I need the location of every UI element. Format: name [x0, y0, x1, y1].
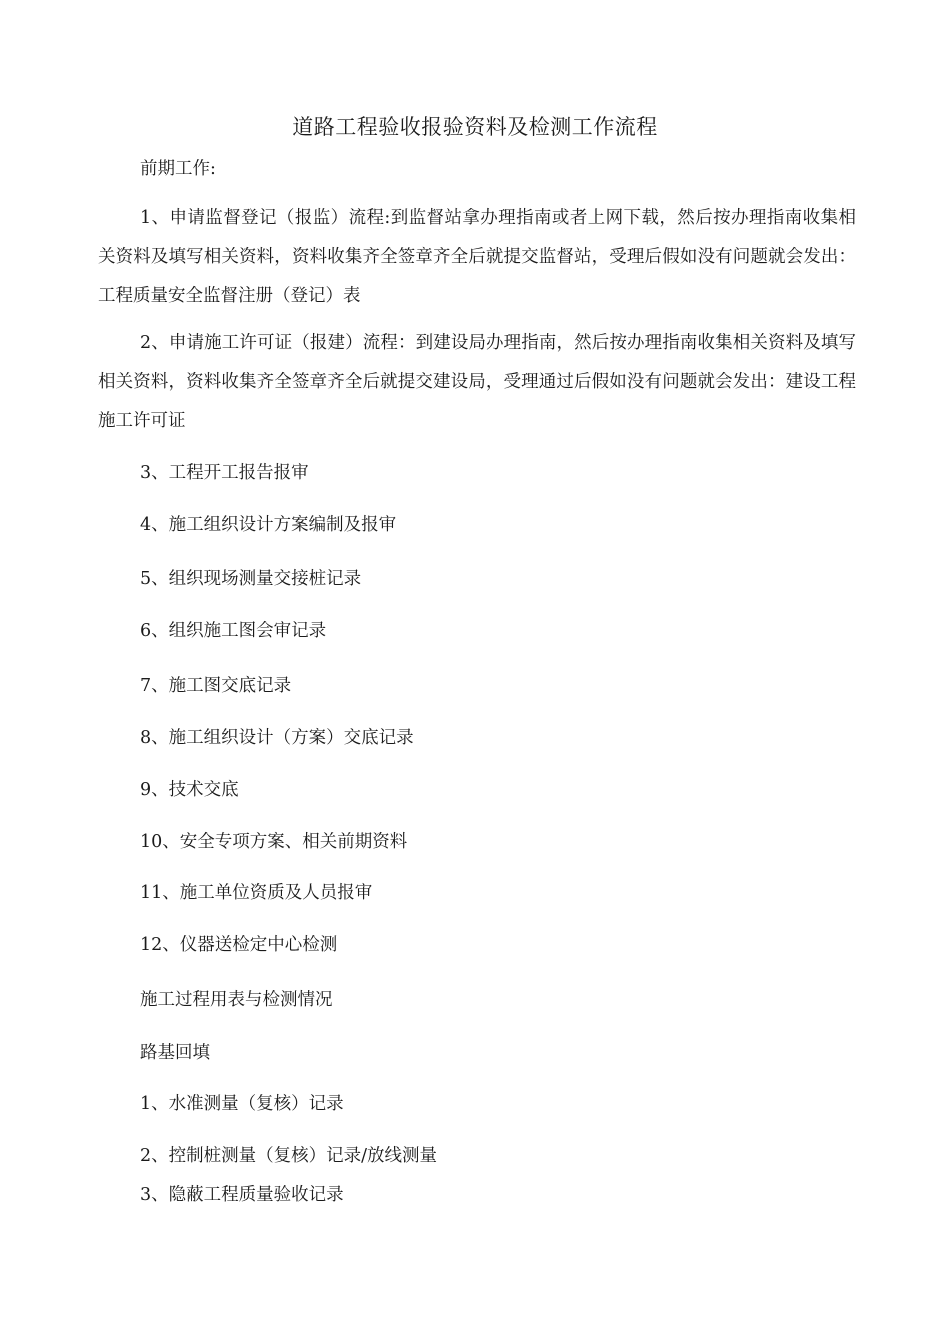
list-item: 5、组织现场测量交接桩记录 [140, 569, 362, 589]
document-title: 道路工程验收报验资料及检测工作流程 [292, 115, 658, 139]
list-item: 4、施工组织设计方案编制及报审 [140, 515, 397, 535]
list-item: 3、工程开工报告报审 [140, 463, 309, 483]
list-item: 9、技术交底 [140, 780, 239, 800]
list-item: 7、施工图交底记录 [140, 676, 292, 696]
list-item: 8、施工组织设计（方案）交底记录 [140, 728, 414, 748]
section-heading-construction-process: 施工过程用表与检测情况 [140, 990, 333, 1010]
list-item: 12、仪器送检定中心检测 [140, 935, 338, 955]
list-item: 2、控制桩测量（复核）记录/放线测量 [140, 1146, 438, 1166]
paragraph-construction-permit: 2、申请施工许可证（报建）流程：到建设局办理指南，然后按办理指南收集相关资料及填写相关资料，资料收集齐全签章齐全后就提交建设局，受理通过后假如没有问题就会发出：建设工程施工许可证 [98, 333, 856, 431]
paragraph-supervision-registration: 1、申请监督登记（报监）流程:到监督站拿办理指南或者上网下载，然后按办理指南收集相关资料及填写相关资料，资料收集齐全签章齐全后就提交监督站，受理后假如没有问题就会发出：工程质量安全监督注册（登记）表 [98, 208, 856, 306]
list-item: 10、安全专项方案、相关前期资料 [140, 832, 408, 852]
list-item: 3、隐蔽工程质量验收记录 [140, 1185, 344, 1205]
section-heading-subgrade: 路基回填 [140, 1043, 210, 1063]
section-heading-early-work: 前期工作: [140, 159, 216, 179]
list-item: 1、水准测量（复核）记录 [140, 1094, 344, 1114]
list-item: 11、施工单位资质及人员报审 [140, 883, 373, 903]
list-item: 6、组织施工图会审记录 [140, 621, 327, 641]
